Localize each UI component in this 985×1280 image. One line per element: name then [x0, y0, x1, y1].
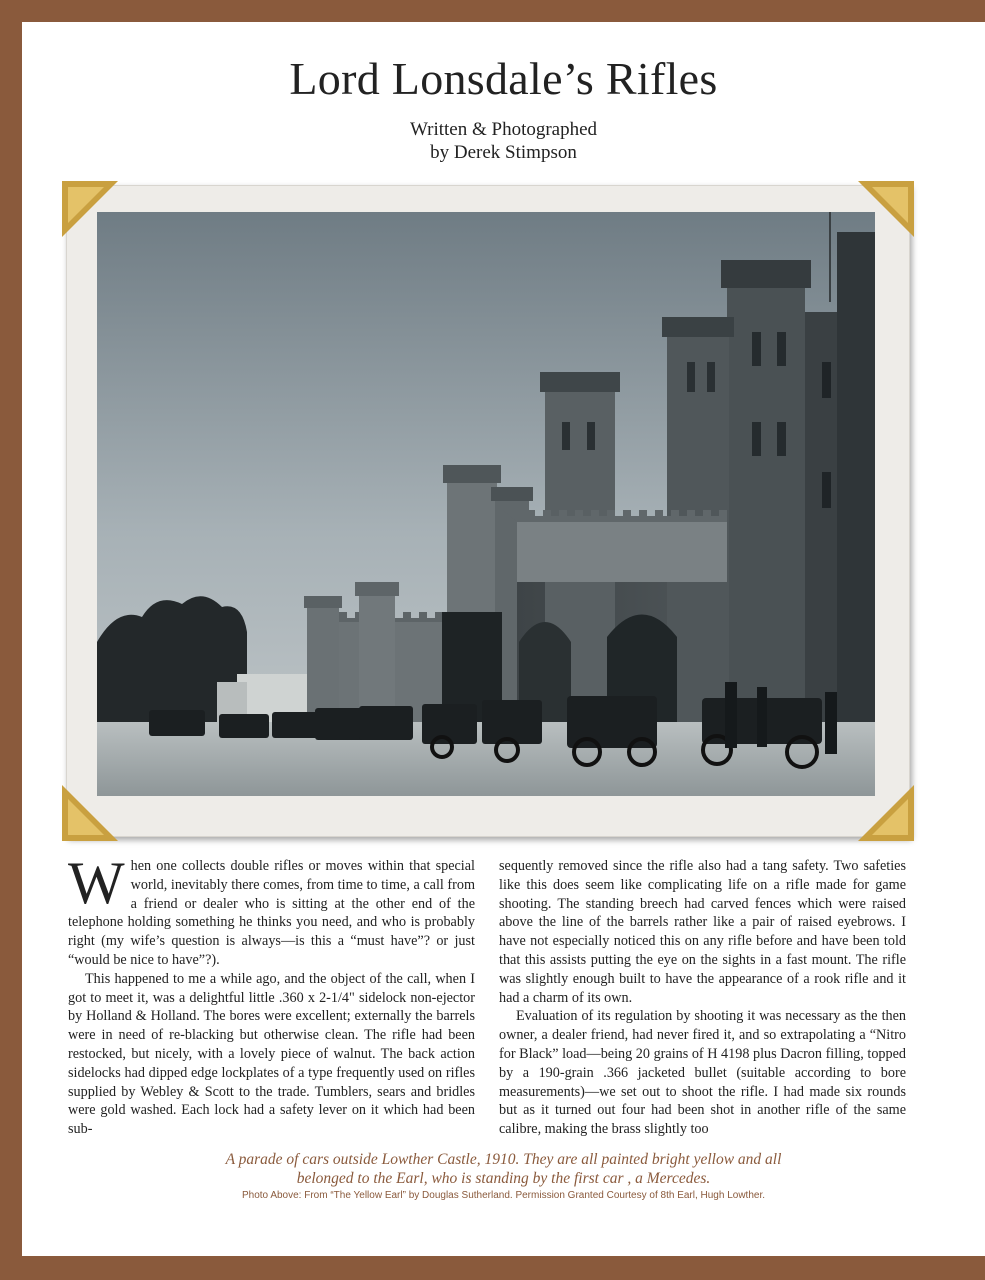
- byline-line-2: by Derek Stimpson: [430, 142, 577, 163]
- paragraph-4: Evaluation of its regulation by shooting it was necessary as the then owner, a dealer friend, had never fired it, and so extrapolating a “Nitro for Black” load—being 20 grains of H 4198 plus Dacron filling, topped by a 190-grain .366 jacketed bullet (suitable according to bore measurements)—we set out to shoot the rifle. I had made six rounds but as it turned out four had been shot in another rifle of the same calibre, making the brass slightly too: [499, 1008, 906, 1138]
- paragraph-3: sequently removed since the rifle also had a tang safety. Two safeties like this does seem like complicating life on a rifle made for game shooting. The standing breech had carved fences which were raised above the line of the barrels rather like a pair of raised eyebrows. I have not especially noticed this on any rifle before and have been told that this assists putting the eye on the sights in a fast mount. The rifle was slightly enough built to have the appearance of a rook rifle and it had a charm of its own.: [499, 858, 906, 1006]
- castle-photo-illustration: [97, 212, 875, 796]
- photo-caption: [112, 1150, 895, 1188]
- gold-photo-corner-bottom-right: [858, 785, 914, 841]
- column-left: [68, 850, 475, 1139]
- photo-frame: [66, 185, 910, 837]
- caption-line-1: A parade of cars outside Lowther Castle, 1910. They are all painted bright yellow and all: [225, 1151, 782, 1168]
- gold-photo-corner-top-left: [62, 181, 118, 237]
- article-title: Lord Lonsdale’s Rifles: [289, 53, 718, 104]
- castle-photograph: [97, 212, 875, 796]
- photo-credit: Photo Above: From “The Yellow Earl” by Douglas Sutherland. Permission Granted Courtesy of 8th Earl, Hugh Lowther.: [241, 1190, 766, 1201]
- byline-line-1: Written & Photographed: [409, 119, 598, 140]
- article-byline: [22, 118, 985, 164]
- drop-cap: W: [68, 850, 125, 916]
- magazine-page: [22, 22, 985, 1256]
- paragraph-2: This happened to me a while ago, and the object of the call, when I got to meet it, was a delightful little .360 x 2-1/4" sidelock non-ejector by Holland & Holland. The bores were excellent; externally the barrels were in need of re-blacking but otherwise clean. The rifle had been restocked, but nicely, with a lovely piece of walnut. The back action sidelocks had dipped edge lockplates of a type frequently used on rifles supplied by Webley & Scott to the trade. Tumblers, sears and bridles were gold washed. Each lock had a safety lever on it which had been sub-: [68, 970, 475, 1138]
- gold-photo-corner-bottom-left: [62, 785, 118, 841]
- gold-photo-corner-top-right: [858, 181, 914, 237]
- paragraph-1: [68, 850, 475, 970]
- caption-line-2: belonged to the Earl, who is standing by the first car , a Mercedes.: [296, 1170, 711, 1187]
- column-right: [499, 857, 906, 1139]
- paragraph-1-text: hen one collects double rifles or moves within that special world, inevitably there comes, from time to time, a call from a friend or dealer who is sitting at the other end of the telephone holding something he thinks you need, and who is probably right (my wife’s question is always—is this a “must have”? or just “would be nice to have”?).: [68, 858, 475, 968]
